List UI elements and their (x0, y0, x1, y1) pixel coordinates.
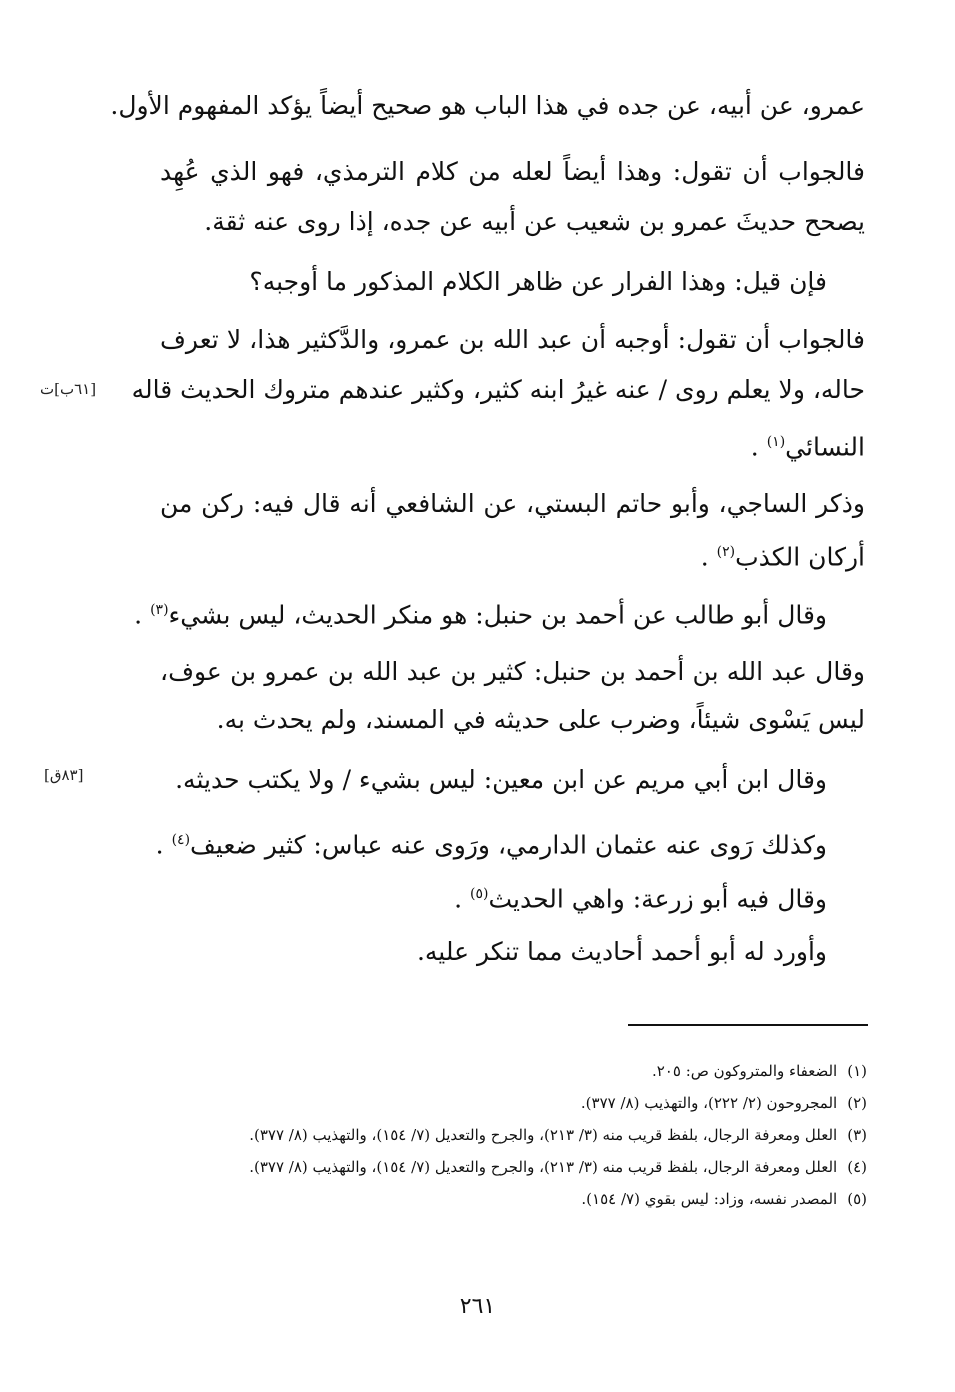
footnote-number: (٥) (847, 1190, 867, 1208)
text-line-6: حاله، ولا يعلم روى / عنه غيرُ ابنه كثير، وكثير عندهم متروك الحديث قاله (131, 375, 865, 404)
footnote-text: المجروحون (٢/ ٢٢٢)، والتهذيب (٨/ ٣٧٧). (580, 1094, 838, 1112)
footnote-ref-1: (١) (766, 434, 786, 450)
period: . (700, 542, 709, 572)
footnote-1 (652, 1058, 867, 1084)
margin-note-manuscript-q: [٨٣ق] (44, 766, 84, 784)
phrase-darimi: وكذلك رَوى عنه عثمان الدارمي، ورَوى عنه عباس: كثير ضعيف (190, 830, 827, 860)
footnote-number: (٢) (847, 1094, 867, 1112)
text-line-3: يصحح حديثَ عمرو بن شعيب عن أبيه عن جده، إذا روى عنه ثقة. (204, 207, 865, 236)
text-line-7 (751, 422, 865, 462)
period: . (454, 884, 463, 914)
footnote-text: الضعفاء والمتروكون ص: ٢٠٥. (651, 1062, 838, 1080)
footnote-2 (581, 1090, 867, 1116)
text-line-2: فالجواب أن تقول: وهذا أيضاً لعله من كلام الترمذي، فهو الذي عُهِد (160, 157, 865, 186)
text-line-5: فالجواب أن تقول: أوجبه أن عبد الله بن عمرو، والدَّكثير هذا، لا تعرف (160, 325, 865, 354)
footnote-5 (581, 1186, 867, 1212)
text-line-10 (134, 590, 827, 630)
footnote-ref-4: (٤) (171, 832, 191, 848)
word-nasai: النسائي (785, 432, 865, 462)
text-line-15 (454, 874, 827, 914)
footnote-text: العلل ومعرفة الرجال، بلفظ قريب منه (٣/ ٢١٣)، والجرح والتعديل (٧/ ١٥٤)، والتهذيب (٨/ ٣٧٧). (249, 1126, 838, 1144)
text-line-8: وذكر الساجي، وأبو حاتم البستي، عن الشافعي أنه قال فيه: ركن من (160, 489, 865, 518)
footnote-ref-5: (٥) (470, 886, 489, 902)
text-line-16: وأورد له أبو أحمد أحاديث مما تنكر عليه. (416, 937, 827, 966)
period: . (134, 600, 143, 630)
footnote-number: (٣) (847, 1126, 867, 1144)
text-line-4: فإن قيل: وهذا الفرار عن ظاهر الكلام المذكور ما أوجبه؟ (249, 267, 827, 296)
footnote-number: (٤) (847, 1158, 867, 1176)
phrase-abu-talib: وقال أبو طالب عن أحمد بن حنبل: هو منكر الحديث، ليس بشيء (168, 600, 827, 630)
text-line-12: ليس يَسْوى شيئاً، وضرب على حديثه في المسند، ولم يحدث به. (216, 705, 865, 734)
page-number: ٢٦١ (459, 1294, 496, 1319)
footnote-text: العلل ومعرفة الرجال، بلفظ قريب منه (٣/ ٢١٣)، والجرح والتعديل (٧/ ١٥٤)، والتهذيب (٨/ ٣٧٧). (249, 1158, 838, 1176)
text-line-11: وقال عبد الله بن أحمد بن حنبل: كثير بن عبد الله بن عمرو بن عوف، (160, 657, 865, 686)
margin-note-manuscript-t: [٦١ب]ت (40, 380, 97, 398)
footnote-separator (628, 1024, 868, 1026)
text-line-14 (156, 820, 827, 860)
text-line-1: عمرو، عن أبيه، عن جده في هذا الباب هو صحيح أيضاً يؤكد المفهوم الأول. (110, 91, 865, 120)
text-line-9 (701, 532, 865, 572)
footnote-ref-2: (٢) (716, 544, 736, 560)
footnote-3 (249, 1122, 867, 1148)
footnote-4 (249, 1154, 867, 1180)
footnote-number: (١) (847, 1062, 867, 1080)
phrase-arkan: أركان الكذب (735, 542, 865, 572)
footnote-ref-3: (٣) (150, 602, 169, 618)
period: . (750, 432, 759, 462)
footnote-text: المصدر نفسه، وزاد: ليس بقوي (٧/ ١٥٤). (581, 1190, 838, 1208)
period: . (155, 830, 164, 860)
phrase-abu-zura: وقال فيه أبو زرعة: واهي الحديث (488, 884, 827, 914)
text-line-13: وقال ابن أبي مريم عن ابن معين: ليس بشيء / ولا يكتب حديثه. (175, 765, 827, 794)
